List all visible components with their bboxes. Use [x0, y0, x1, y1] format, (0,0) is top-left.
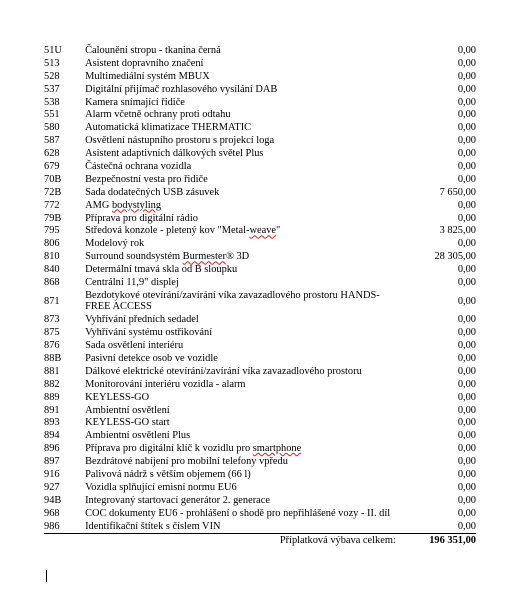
table-row: [44, 109, 476, 122]
item-price: 0,00: [457, 456, 476, 468]
item-description: Pasivní detekce osob ve vozidle: [85, 352, 218, 364]
item-code: 51U: [44, 45, 62, 56]
item-description: Bezpečnostní vesta pro řidiče: [85, 173, 208, 185]
table-row: [44, 392, 476, 405]
spellcheck-underline: Burmester: [182, 251, 226, 263]
item-price: 0,00: [457, 277, 476, 289]
table-row: [44, 290, 476, 314]
item-description: Centrální 11,9" displej: [85, 277, 179, 289]
item-code: 873: [44, 314, 60, 326]
item-price: 3 825,00: [439, 225, 476, 237]
item-code: 875: [44, 327, 60, 339]
table-row: [44, 97, 476, 110]
item-code: 916: [44, 469, 60, 480]
item-description: Alarm včetně ochrany proti odtahu: [85, 109, 231, 121]
spellcheck-underline: bodystyling: [111, 199, 162, 211]
item-price: 0,00: [457, 135, 476, 147]
table-row: [44, 405, 476, 418]
table-row: [44, 174, 476, 187]
item-code: 679: [44, 161, 60, 173]
item-code: 840: [44, 264, 60, 276]
table-row: [44, 469, 476, 482]
item-code: 538: [44, 96, 60, 108]
item-description: Osvětlení nástupního prostoru s projekcí loga: [85, 135, 275, 147]
item-description: Dálkové elektrické otevírání/zavírání víka zavazadlového prostoru: [85, 365, 362, 377]
table-row: [44, 521, 476, 534]
item-price: 0,00: [457, 378, 476, 390]
item-code: 889: [44, 391, 60, 403]
table-row: [44, 366, 476, 379]
table-row: [44, 213, 476, 226]
item-price: 0,00: [457, 327, 476, 339]
item-price: 0,00: [457, 83, 476, 95]
item-price: 0,00: [457, 340, 476, 352]
item-price: 0,00: [457, 264, 476, 276]
item-description: Integrovaný startovací generátor 2. generace: [85, 494, 271, 506]
table-row: [44, 264, 476, 277]
item-description: Modelový rok: [85, 238, 145, 250]
table-row: [44, 508, 476, 521]
item-code: 896: [44, 443, 60, 455]
table-row: [44, 353, 476, 366]
item-price: 7 650,00: [439, 186, 476, 198]
item-price: 0,00: [457, 469, 476, 480]
item-price: 0,00: [457, 430, 476, 442]
table-row: [44, 148, 476, 161]
item-description: Sada osvětlení interiéru: [85, 340, 184, 352]
item-price: 0,00: [457, 161, 476, 173]
text-cursor: [46, 570, 47, 582]
item-price: 0,00: [457, 352, 476, 364]
item-description: Sada dodatečných USB zásuvek: [85, 186, 220, 198]
total-value: 196 351,00: [396, 534, 476, 548]
table-row: [44, 135, 476, 148]
table-row: [44, 251, 476, 264]
equipment-table: [44, 45, 476, 548]
item-description: Automatická klimatizace THERMATIC: [85, 122, 252, 134]
table-row: [44, 314, 476, 327]
total-label: Příplatková výbava celkem:: [85, 534, 396, 548]
item-description: Středová konzole - pletený kov "Metal-weave": [85, 225, 281, 237]
table-row: [44, 238, 476, 251]
item-code: 968: [44, 507, 60, 519]
item-code: 79B: [44, 212, 62, 224]
item-description: Vyhřívání systému ostřikování: [85, 327, 213, 339]
item-description: Bezdrátové nabíjení pro mobilní telefony vpředu: [85, 456, 288, 468]
item-description: KEYLESS-GO: [85, 391, 150, 403]
table-row: [44, 45, 476, 58]
item-price: 0,00: [457, 494, 476, 506]
item-price: 0,00: [457, 148, 476, 160]
item-code: 72B: [44, 186, 62, 198]
item-code: 513: [44, 57, 60, 69]
item-price: 0,00: [457, 443, 476, 455]
table-row: [44, 456, 476, 469]
item-price: 0,00: [457, 173, 476, 185]
item-description: Kamera snímající řidiče: [85, 96, 185, 108]
item-price: 0,00: [457, 507, 476, 519]
item-price: 0,00: [457, 365, 476, 377]
item-price: 0,00: [457, 481, 476, 493]
item-code: 580: [44, 122, 60, 134]
item-description: KEYLESS-GO start: [85, 417, 170, 429]
item-code: 882: [44, 378, 60, 390]
item-code: 528: [44, 70, 60, 82]
item-code: 868: [44, 277, 60, 289]
item-description: Digitální přijímač rozhlasového vysílání DAB: [85, 83, 278, 95]
table-row: [44, 225, 476, 238]
total-spacer: [44, 534, 85, 548]
item-description: Příprava pro digitální rádio: [85, 212, 198, 224]
item-code: 986: [44, 520, 60, 532]
item-code: 927: [44, 481, 60, 493]
table-row: [44, 71, 476, 84]
item-description: Bezdotykové otevírání/zavírání víka zavazadlového prostoru HANDS-FREE ACCESS: [85, 289, 380, 313]
item-description: Čalounění stropu - tkanina černá: [85, 45, 221, 56]
table-row: [44, 200, 476, 213]
item-code: 897: [44, 456, 60, 468]
item-description: Ambientní osvětlení: [85, 404, 170, 416]
item-price: 28 305,00: [434, 251, 476, 263]
item-description: Determální tmavá skla od B sloupku: [85, 264, 238, 276]
item-code: 881: [44, 365, 60, 377]
table-row: [44, 379, 476, 392]
item-price: 0,00: [457, 70, 476, 82]
item-description: Příprava pro digitální klíč k vozidlu pro smartphone: [85, 443, 302, 455]
table-row: [44, 482, 476, 495]
item-code: 551: [44, 109, 60, 121]
item-code: 88B: [44, 352, 62, 364]
item-price: 0,00: [457, 391, 476, 403]
item-price: 0,00: [457, 45, 476, 56]
item-description: Monitorování interiéru vozidla - alarm: [85, 378, 246, 390]
item-description: Ambientní osvětlení Plus: [85, 430, 191, 442]
table-row: [44, 187, 476, 200]
item-description: Surround soundsystém Burmester® 3D: [85, 251, 250, 263]
item-code: 810: [44, 251, 60, 263]
item-description: Multimediální systém MBUX: [85, 70, 210, 82]
item-price: 0,00: [457, 109, 476, 121]
item-description: Identifikační štítek s číslem VIN: [85, 520, 221, 532]
table-row: [44, 443, 476, 456]
item-description: Vyhřívání předních sedadel: [85, 314, 199, 326]
item-description: Asistent adaptivních dálkových světel Plus: [85, 148, 264, 160]
item-code: 894: [44, 430, 60, 442]
item-price: 0,00: [457, 212, 476, 224]
table-row: [44, 495, 476, 508]
item-code: 587: [44, 135, 60, 147]
item-code: 795: [44, 225, 60, 237]
item-description: COC dokumenty EU6 - prohlášení o shodě pro nepřihlášené vozy - II. díl: [85, 507, 391, 519]
item-code: 94B: [44, 494, 62, 506]
item-price: 0,00: [457, 417, 476, 429]
item-price: 0,00: [457, 314, 476, 326]
spellcheck-underline: weave: [249, 225, 277, 237]
item-code: 628: [44, 148, 60, 160]
item-description: Vozidla splňující emisní normu EU6: [85, 481, 237, 493]
table-row: [44, 122, 476, 135]
item-code: 871: [44, 295, 60, 307]
item-code: 806: [44, 238, 60, 250]
total-row: [44, 534, 476, 548]
item-description: Asistent dopravního značení: [85, 57, 204, 69]
equipment-table-body: [44, 45, 476, 534]
item-code: 893: [44, 417, 60, 429]
item-code: 891: [44, 404, 60, 416]
item-description: Částečná ochrana vozidla: [85, 161, 192, 173]
item-code: 772: [44, 199, 60, 211]
table-row: [44, 430, 476, 443]
item-price: 0,00: [457, 520, 476, 532]
table-row: [44, 84, 476, 97]
item-price: 0,00: [457, 238, 476, 250]
item-price: 0,00: [457, 96, 476, 108]
table-row: [44, 327, 476, 340]
item-price: 0,00: [457, 57, 476, 69]
table-row: [44, 161, 476, 174]
item-price: 0,00: [457, 295, 476, 307]
table-row: [44, 58, 476, 71]
item-description: AMG bodystyling: [85, 199, 162, 211]
item-description: Palivová nádrž s větším objemem (66 l): [85, 469, 251, 480]
table-row: [44, 277, 476, 290]
spellcheck-underline: smartphone: [252, 443, 302, 455]
item-code: 70B: [44, 173, 62, 185]
item-price: 0,00: [457, 404, 476, 416]
table-row: [44, 340, 476, 353]
item-code: 876: [44, 340, 60, 352]
item-price: 0,00: [457, 199, 476, 211]
item-code: 537: [44, 83, 60, 95]
item-price: 0,00: [457, 122, 476, 134]
table-row: [44, 417, 476, 430]
